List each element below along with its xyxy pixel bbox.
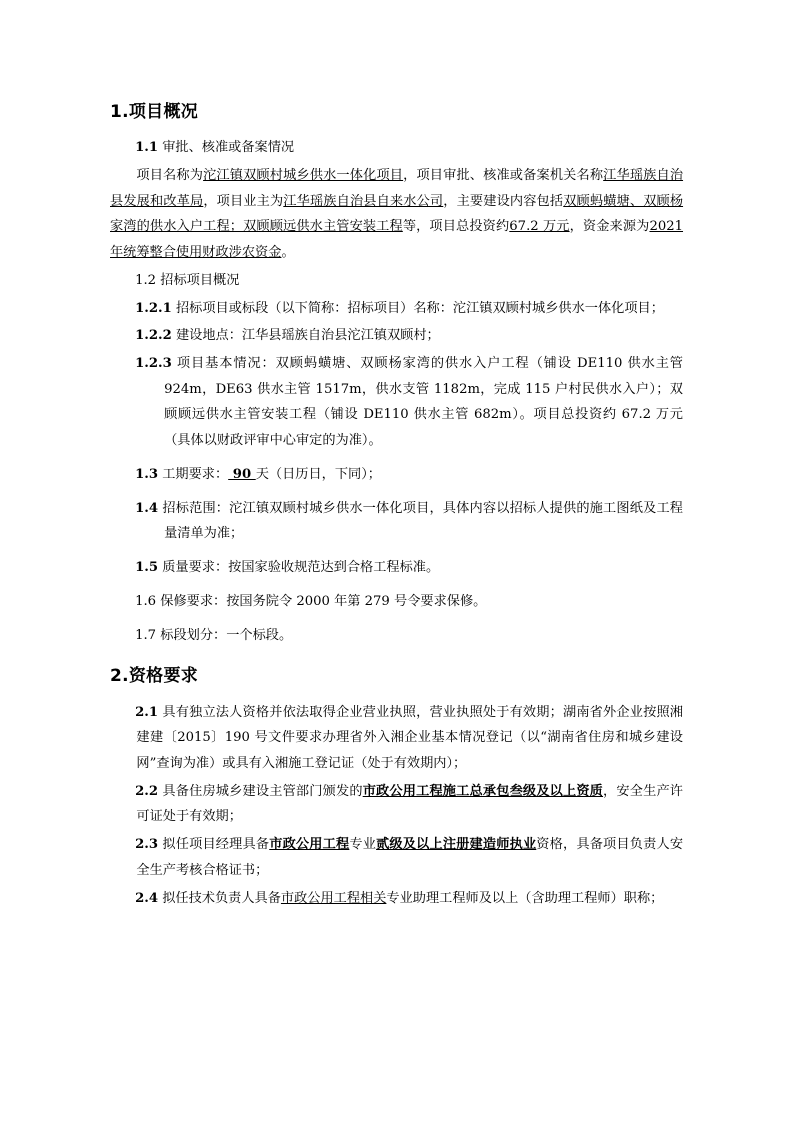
item-text: 招标范围：沱江镇双顾村城乡供水一体化项目，具体内容以招标人提供的施工图纸及工程量清单为准； — [162, 500, 683, 542]
item-2-1 — [110, 700, 683, 777]
sub-heading-text: 招标项目概况 — [160, 272, 240, 288]
item-2-3 — [110, 832, 683, 883]
sub-heading-1-2 — [110, 268, 683, 294]
technical-specialty: 市政公用工程相关 — [280, 890, 387, 906]
run-12: 。 — [281, 245, 295, 261]
run-6: ，主要建设内容包括 — [443, 193, 564, 209]
item-2-4 — [110, 886, 683, 912]
item-number: 1.3 — [135, 466, 159, 482]
run-5: 江华瑶族自治县自来水公司 — [283, 193, 444, 209]
run-3: 江华瑶族自治县发展和改革局 — [110, 167, 684, 209]
item-text: 建设地点：江华县瑶族自治县沱江镇双顾村； — [176, 328, 440, 344]
run-11: 2021 年统筹整合使用财政涉农资金 — [110, 219, 684, 261]
item-text: 项目基本情况：双顾蚂蟥塘、双顾杨家湾的供水入户工程（铺设 DE110 供水主管 924m，DE63 供水主管 1517m，供水支管 1182m，完成 115 户村民供水入户）；双顾顾远供水主管安装工程（铺设 DE110 供水主管 682m）。项目总投资约 67.2 万元（具体以财政评审中心审定的为准）。 — [164, 356, 683, 449]
item-number: 2.4 — [135, 890, 159, 906]
item-1-7 — [110, 623, 683, 649]
item-text: 标段划分：一个标段。 — [160, 627, 293, 643]
run-0: 具备住房城乡建设主管部门颁发的 — [162, 783, 363, 799]
run-2: 专业 — [349, 837, 377, 853]
item-number: 2.1 — [135, 704, 159, 720]
run-7: 双顾蚂蟥塘、双顾杨家湾的供水入户工程；双顾顾远供水主管安装工程 — [110, 193, 684, 235]
item-number: 1.4 — [135, 500, 159, 516]
item-number: 2.2 — [135, 783, 159, 799]
run-8: 等，项目总投资约 — [402, 219, 510, 235]
item-number: 1.2.2 — [135, 328, 172, 344]
item-text: 质量要求：按国家验收规范达到合格工程标准。 — [162, 560, 440, 576]
paragraph-project-overview — [110, 163, 683, 266]
item-1-6 — [110, 589, 683, 615]
qualification-requirement: 市政公用工程施工总承包叁级及以上资质 — [362, 783, 604, 799]
run-0: 项目名称为 — [136, 167, 204, 183]
duration-value: 90 — [228, 466, 256, 482]
run-1: 沱江镇双顾村城乡供水一体化项目 — [203, 167, 404, 183]
item-text: 具有独立法人资格并依法取得企业营业执照，营业执照处于有效期；湖南省外企业按照湘建建〔2015〕190 号文件要求办理省外入湘企业基本情况登记（以“湖南省住房和城乡建设网”查询为准）或具有入湘施工登记证（处于有效期内）； — [136, 704, 683, 771]
item-1-5 — [110, 555, 683, 581]
run-0: 工期要求： — [162, 466, 229, 482]
run-4: ，项目业主为 — [203, 193, 284, 209]
spacer — [110, 650, 683, 660]
item-text: 招标项目或标段（以下简称：招标项目）名称：沱江镇双顾村城乡供水一体化项目； — [176, 300, 664, 316]
sub-heading-1-1 — [110, 135, 683, 161]
sub-heading-text: 审批、核准或备案情况 — [162, 140, 295, 156]
run-0: 拟任项目经理具备 — [162, 837, 270, 853]
item-1-2-1 — [110, 296, 683, 322]
item-number: 1.6 — [135, 593, 157, 609]
item-1-2-3 — [110, 351, 683, 454]
run-4: 资格，具备项目负责人安全生产考核合格证书； — [136, 837, 684, 878]
item-1-4 — [110, 496, 683, 547]
item-1-3 — [110, 462, 683, 488]
item-number: 2.3 — [135, 837, 159, 853]
run-2: 天（日历日，下同）； — [255, 466, 381, 482]
section-heading-1: 1.项目概况 — [110, 102, 199, 122]
builder-level: 贰级及以上注册建造师执业 — [376, 837, 537, 853]
run-9: 67.2 万元 — [509, 219, 570, 235]
run-10: ，资金来源为 — [569, 219, 650, 235]
item-1-2-2 — [110, 323, 683, 349]
sub-heading-number: 1.2 — [135, 272, 157, 288]
run-2: 专业助理工程师及以上（含助理工程师）职称； — [386, 890, 664, 906]
item-number: 1.5 — [135, 560, 159, 576]
item-number: 1.2.1 — [135, 300, 172, 316]
item-text: 保修要求：按国务院令 2000 年第 279 号令要求保修。 — [160, 593, 487, 609]
specialty-name: 市政公用工程 — [269, 837, 350, 853]
item-2-2 — [110, 779, 683, 830]
section-heading-2: 2.资格要求 — [110, 666, 199, 687]
item-number: 1.7 — [135, 627, 157, 643]
run-2: ，项目审批、核准或备案机关名称 — [403, 167, 604, 183]
sub-heading-number: 1.1 — [135, 140, 159, 156]
item-number: 1.2.3 — [135, 356, 172, 372]
run-0: 拟任技术负责人具备 — [162, 890, 281, 906]
run-2: ，安全生产许可证处于有效期； — [136, 783, 683, 825]
document-body — [110, 96, 683, 911]
